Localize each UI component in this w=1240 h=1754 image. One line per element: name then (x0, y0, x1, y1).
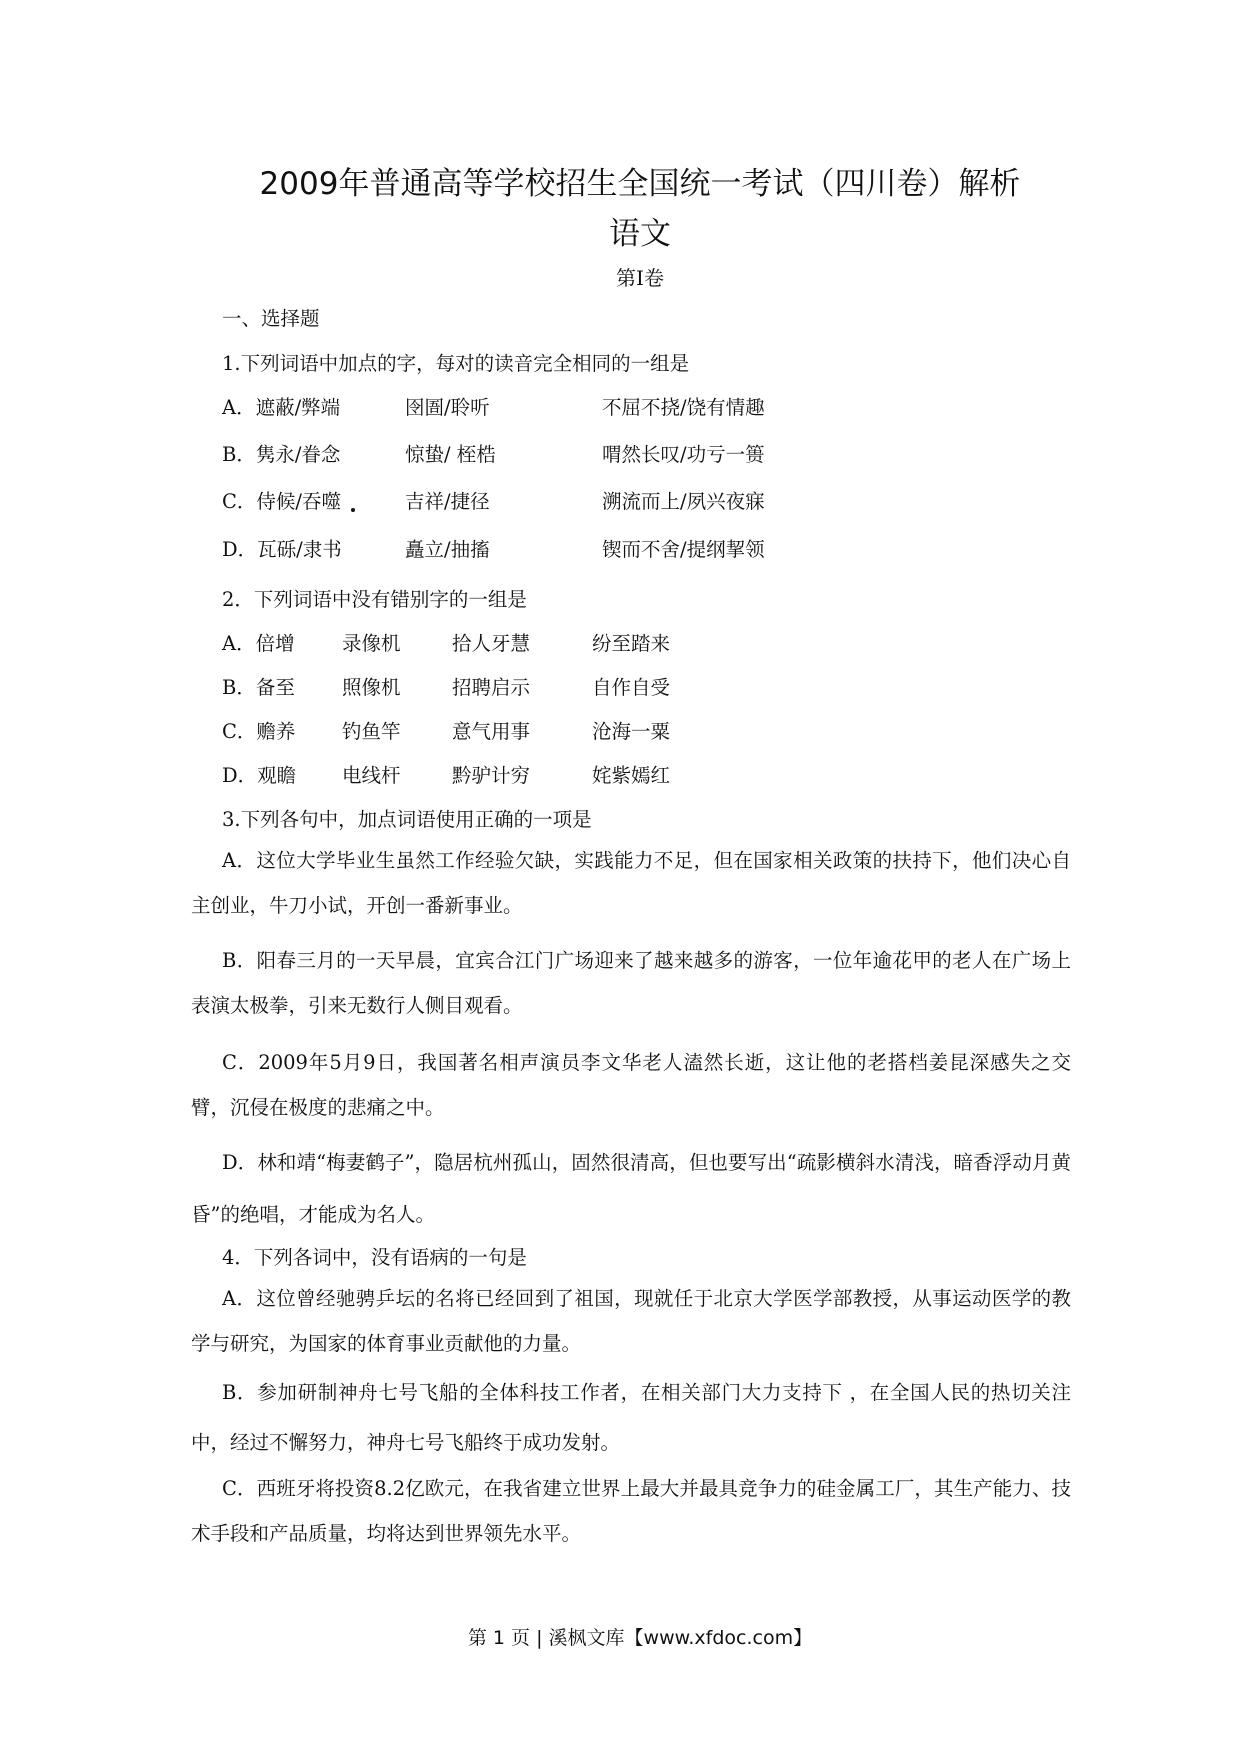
option-col-3: 招聘启示 (452, 676, 531, 699)
q4-option-a: A．这位曾经驰骋乒坛的名将已经回到了祖国，现就任于北京大学医学部教授，从事运动医学的教学与研究，为国家的体育事业贡献他的力量。 (191, 1287, 1071, 1355)
option-col-2: 惊蛰/ 桎梏 (405, 443, 496, 466)
option-col-4: 姹紫嫣红 (592, 764, 671, 787)
option-col-3: 喟然长叹/功亏一篑 (602, 443, 765, 466)
option-col-1: D．瓦砾/隶书 (222, 538, 342, 561)
option-col-3: 溯流而上/夙兴夜寐 (602, 490, 765, 513)
option-col-2: 录像机 (342, 632, 401, 655)
option-col-1: C．侍候/吞噬 (222, 490, 341, 513)
option-col-1: A．倍增 (222, 632, 295, 655)
subject-title: 语文 (609, 216, 671, 252)
option-col-2: 照像机 (342, 676, 401, 699)
q3-option-c: C．2009年5月9日，我国著名相声演员李文华老人溘然长逝，这让他的老搭档姜昆深感失之交臂，沉侵在极度的悲痛之中。 (191, 1051, 1071, 1119)
option-col-1: D．观瞻 (222, 764, 297, 787)
q3-option-d: D．林和靖“梅妻鹤子”，隐居杭州孤山，固然很清高，但也要写出“疏影横斜水清浅，暗香浮动月黄昏”的绝唱，才能成为名人。 (191, 1151, 1071, 1226)
option-col-4: 自作自受 (592, 676, 671, 699)
option-col-1: A．遮蔽/弊端 (222, 396, 341, 419)
option-col-1: B．隽永/眷念 (222, 443, 341, 466)
question-1-stem: 1.下列词语中加点的字，每对的读音完全相同的一组是 (222, 352, 690, 375)
section-heading: 一、选择题 (222, 307, 320, 330)
question-2-stem: 2．下列词语中没有错别字的一组是 (222, 588, 527, 611)
option-col-2: 囹圄/聆听 (405, 396, 490, 419)
option-col-2: 电线杆 (342, 764, 401, 787)
option-col-3: 意气用事 (452, 720, 531, 743)
q4-option-b: B．参加研制神舟七号飞船的全体科技工作者，在相关部门大力支持下 ，在全国人民的热切关注中，经过不懈努力，神舟七号飞船终于成功发射。 (191, 1381, 1071, 1454)
question-3-stem: 3.下列各句中，加点词语使用正确的一项是 (222, 808, 592, 831)
option-col-3: 拾人牙慧 (452, 632, 531, 655)
option-col-2: 吉祥/捷径 (405, 490, 490, 513)
q3-option-b: B．阳春三月的一天早晨，宜宾合江门广场迎来了越来越多的游客，一位年逾花甲的老人在广场上表演太极拳，引来无数行人侧目观看。 (191, 949, 1071, 1017)
emphasis-dot (351, 508, 355, 512)
option-col-4: 沧海一粟 (592, 720, 671, 743)
option-col-3: 黔驴计穷 (452, 764, 531, 787)
option-col-4: 纷至踏来 (592, 632, 671, 655)
page-title: 2009年普通高等学校招生全国统一考试（四川卷）解析 (259, 166, 1021, 202)
q3-option-a: A．这位大学毕业生虽然工作经验欠缺，实践能力不足，但在国家相关政策的扶持下，他们决心自主创业，牛刀小试，开创一番新事业。 (191, 849, 1071, 917)
option-col-2: 钓鱼竿 (342, 720, 401, 743)
option-col-1: B．备至 (222, 676, 295, 699)
q4-option-c: C．西班牙将投资8.2亿欧元，在我省建立世界上最大并最具竞争力的硅金属工厂，其生产能力、技术手段和产品质量，均将达到世界领先水平。 (191, 1477, 1071, 1545)
question-4-stem: 4．下列各词中，没有语病的一句是 (222, 1246, 527, 1269)
volume-heading: 第Ⅰ卷 (616, 266, 664, 290)
option-col-1: C．赡养 (222, 720, 296, 743)
page-footer: 第 1 页 | 溪枫文库【www.xfdoc.com】 (467, 1627, 813, 1649)
option-col-2: 矗立/抽搐 (405, 538, 490, 561)
option-col-3: 不屈不挠/饶有情趣 (602, 396, 765, 419)
option-col-3: 锲而不舍/提纲挈领 (602, 538, 765, 561)
